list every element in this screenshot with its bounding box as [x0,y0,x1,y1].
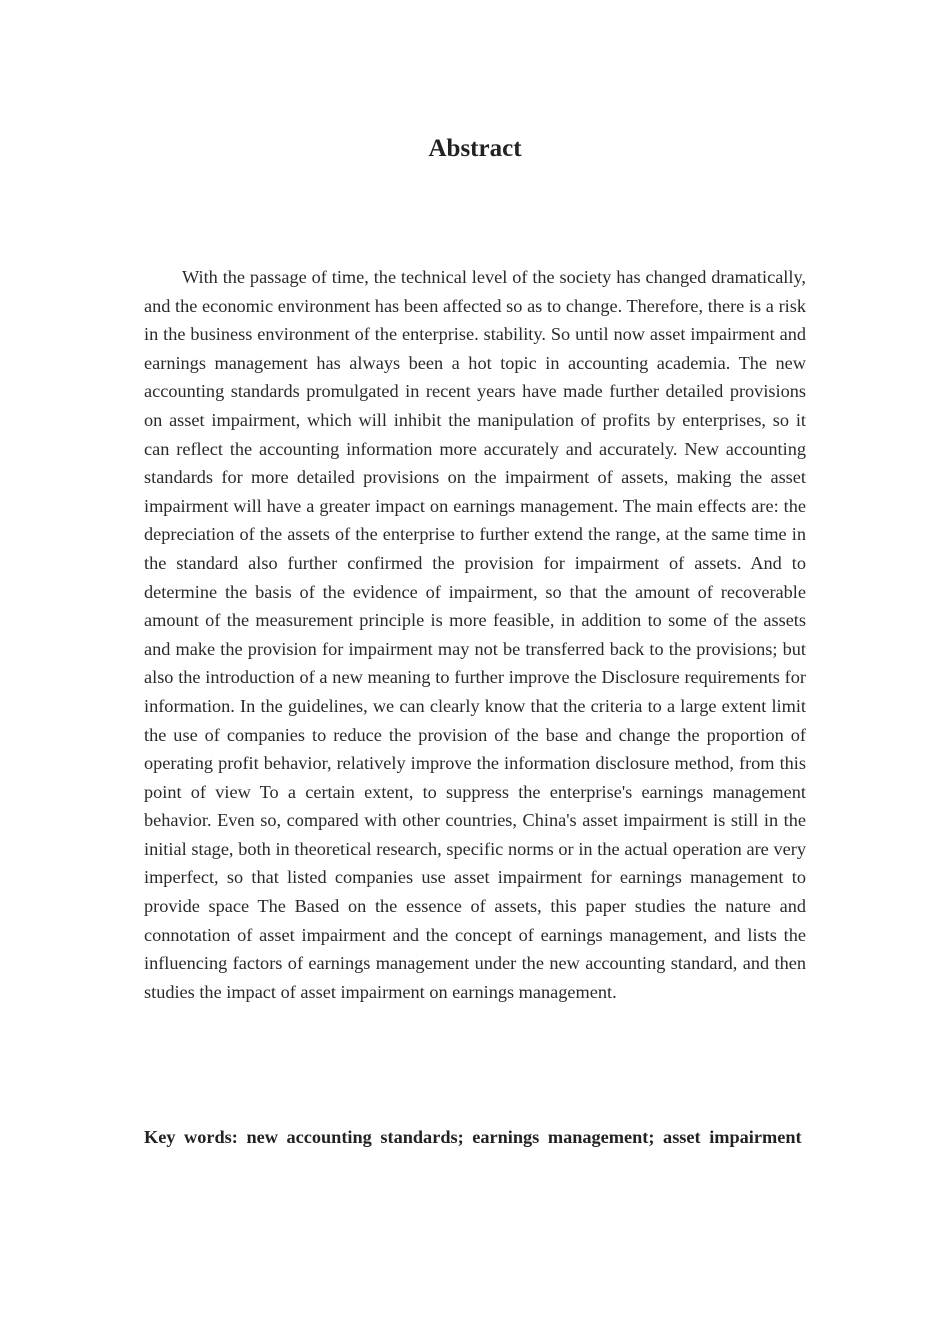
keywords-line: Key words: new accounting standards; earnings management; asset impairment [144,1127,802,1147]
abstract-title: Abstract [428,135,522,162]
abstract-paragraph: With the passage of time, the technical level of the society has changed dramatically, and the economic environment has been affected so as to change. Therefore, there is a risk in the business environment of the enterprise. stability. So until now asset impairment and earnings management has always been a hot topic in accounting academia. The new accounting standards promulgated in recent years have made further detailed provisions on asset impairment, which will inhibit the manipulation of profits by enterprises, so it can reflect the accounting information more accurately and accurately. New accounting standards for more detailed provisions on the impairment of assets, making the asset impairment will have a greater impact on earnings management. The main effects are: the depreciation of the assets of the enterprise to further extend the range, at the same time in the standard also further confirmed the provision for impairment of assets. And to determine the basis of the evidence of impairment, so that the amount of recoverable amount of the measurement principle is more feasible, in addition to some of the assets and make the provision for impairment may not be transferred back to the provisions; but also the introduction of a new meaning to further improve the Disclosure requirements for information. In the guidelines, we can clearly know that the criteria to a large extent limit the use of companies to reduce the provision of the base and change the proportion of operating profit behavior, relatively improve the information disclosure method, from this point of view To a certain extent, to suppress the enterprise's earnings management behavior. Even so, compared with other countries, China's asset impairment is still in the initial stage, both in theoretical research, specific norms or in the actual operation are very imperfect, so that listed companies use asset impairment for earnings management to provide space The Based on the essence of assets, this paper studies the nature and connotation of asset impairment and the concept of earnings management, and lists the influencing factors of earnings management under the new accounting standard, and then studies the impact of asset impairment on earnings management. [144,267,806,1002]
